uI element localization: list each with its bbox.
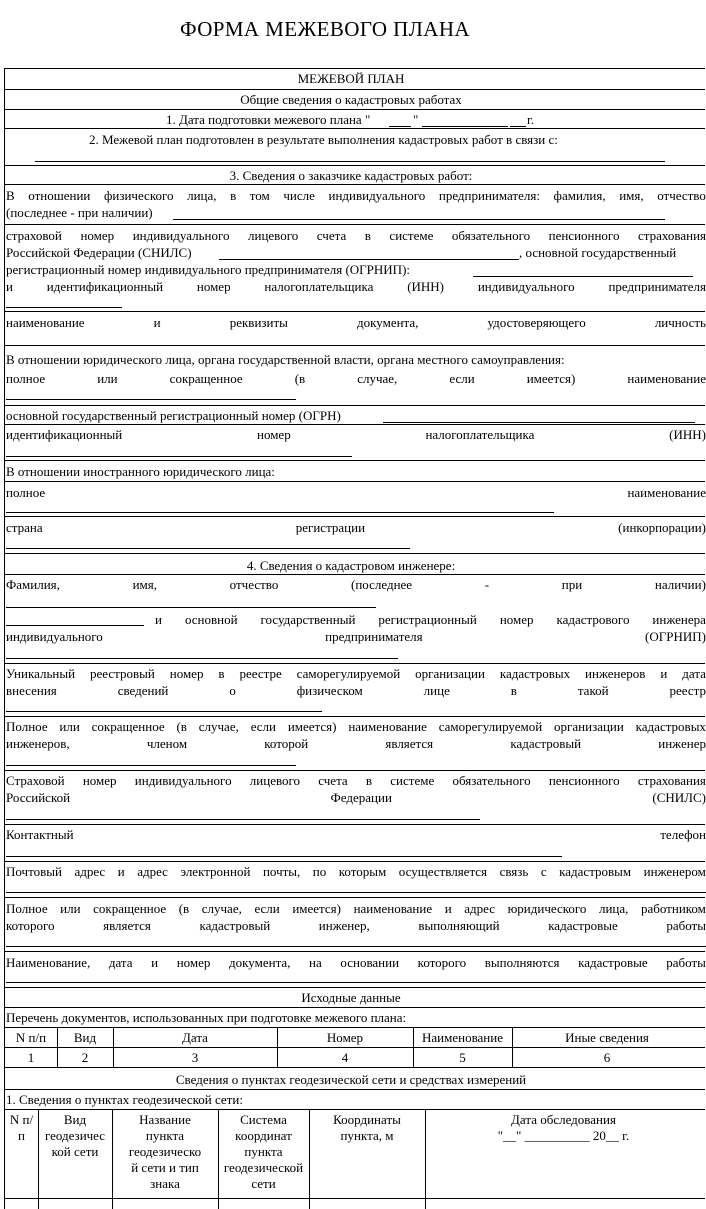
rule	[5, 516, 705, 517]
engineer-name-field-2[interactable]	[6, 625, 144, 626]
docs-col-type-header: Вид	[73, 1030, 97, 1045]
legal-entity-inn-field[interactable]	[6, 456, 352, 457]
label-word: и	[660, 666, 668, 681]
engineer-postal-email-label	[6, 864, 706, 880]
label-word: если	[254, 901, 280, 916]
label-word: (ИНН)	[669, 427, 706, 442]
label-word: инженером	[643, 864, 706, 879]
label-word: отчество	[657, 188, 706, 203]
label-word: лицевого	[248, 228, 299, 243]
label-word: (последнее	[351, 577, 413, 592]
header-line: Название	[139, 1112, 191, 1127]
label-word: кадастровый	[199, 918, 271, 933]
individual-snils-label-2: Российской Федерации (СНИЛС)	[6, 245, 192, 260]
label-word: идентификационный	[46, 279, 164, 294]
header-line: пункта	[145, 1128, 185, 1143]
engineer-section-title: 4. Сведения о кадастровом инженере:	[246, 558, 456, 573]
rule	[5, 128, 705, 129]
rule	[5, 424, 705, 425]
individual-name-label: (последнее - при наличии)	[6, 205, 153, 220]
legal-entity-ogrn-field[interactable]	[383, 422, 695, 423]
label-word: которого	[6, 918, 55, 933]
label-word: выполняющий	[418, 918, 500, 933]
label-word: сведений	[117, 683, 169, 698]
label-word: лице	[423, 683, 450, 698]
header-line: "__" __________ 20__ г.	[497, 1128, 630, 1143]
label-word: кадастровые	[548, 918, 618, 933]
header-line: Дата обследования	[511, 1112, 616, 1127]
rule	[5, 345, 705, 346]
label-word: отчество	[229, 577, 279, 592]
rule	[5, 663, 705, 664]
label-word: и	[153, 315, 161, 330]
engineer-employer-label-2	[6, 918, 706, 934]
label-word: том	[249, 188, 270, 203]
label-word: если	[449, 371, 475, 386]
label-word: которой	[264, 736, 309, 751]
label-word: которым	[338, 864, 387, 879]
label-word: инженер,	[318, 918, 370, 933]
plan-date-day-field[interactable]	[389, 126, 411, 127]
label-word: имеется)	[526, 371, 576, 386]
rule	[5, 184, 705, 185]
label-word: предпринимателя	[608, 279, 706, 294]
label-word: наличии)	[654, 577, 706, 592]
label-word: наименование	[627, 485, 706, 500]
docs-col-index: 1	[27, 1050, 35, 1065]
engineer-sro-label	[6, 719, 706, 735]
label-word: имеется)	[292, 901, 341, 916]
individual-inn-label	[6, 279, 706, 295]
rule	[5, 1007, 705, 1008]
engineer-snils-label	[6, 773, 706, 789]
label-word: кадастровый	[510, 736, 582, 751]
label-word: инженеров,	[6, 736, 70, 751]
label-word: обязательного	[452, 773, 531, 788]
label-word: индивидуального	[6, 629, 103, 644]
label-word: работы	[666, 955, 706, 970]
label-word: основании	[340, 955, 400, 970]
rule	[5, 897, 705, 898]
label-word: которого	[417, 955, 467, 970]
label-word: наименование	[627, 371, 706, 386]
label-word: реестровый	[89, 666, 155, 681]
geodesy-col-survey-date-header	[425, 1112, 702, 1144]
label-word: и	[155, 612, 162, 627]
docs-col-index: 6	[603, 1050, 611, 1065]
docs-col-doc-number-header: Номер	[326, 1030, 364, 1045]
header-line: й сети и тип	[131, 1160, 199, 1175]
label-word: если	[250, 719, 276, 734]
general-info-title: Общие сведения о кадастровых работах	[240, 92, 462, 107]
label-word: такой	[577, 683, 609, 698]
label-word: осуществляется	[398, 864, 488, 879]
label-word: в	[365, 773, 373, 788]
header-line: пункта	[244, 1144, 283, 1159]
label-word: дата	[682, 666, 706, 681]
label-word: Наименование,	[6, 955, 91, 970]
geodesy-col-point-name-header	[112, 1112, 218, 1192]
label-word: -	[484, 577, 490, 592]
header-line: геодезической	[223, 1160, 304, 1175]
label-word: номер	[196, 279, 231, 294]
rule	[5, 165, 705, 166]
engineer-postal-email-field[interactable]	[6, 892, 706, 893]
label-word: в	[364, 228, 371, 243]
label-word: В	[6, 188, 15, 203]
label-word: индивидуального	[328, 188, 426, 203]
label-word: адрес	[464, 901, 495, 916]
engineer-phone-field[interactable]	[6, 856, 562, 857]
engineer-snils-label-2	[6, 790, 706, 806]
label-word: Страховой	[6, 773, 65, 788]
engineer-employer-label	[6, 901, 706, 917]
label-word: по	[312, 864, 327, 879]
header-line: координат	[235, 1128, 292, 1143]
geodesy-points-caption: 1. Сведения о пунктах геодезической сети:	[6, 1092, 243, 1107]
engineer-name-label	[6, 577, 706, 593]
label-word: номер	[256, 427, 291, 442]
label-word: инженер	[658, 736, 706, 751]
label-word: страна	[6, 520, 43, 535]
legal-entity-ogrn-label: основной государственный регистрационный номер (ОГРН)	[6, 408, 341, 423]
label-word: случае,	[357, 371, 398, 386]
label-word: адрес	[74, 864, 106, 879]
label-word: налогоплательщика	[264, 279, 374, 294]
label-word: работником	[640, 901, 706, 916]
label-word: документа,	[357, 315, 419, 330]
engineer-snils-field[interactable]	[6, 819, 480, 820]
header-line: кой сети	[51, 1144, 99, 1159]
label-word: имя,	[132, 577, 157, 592]
header-line: Система	[240, 1112, 287, 1127]
rule	[5, 1089, 705, 1090]
page-title: ФОРМА МЕЖЕВОГО ПЛАНА	[179, 17, 471, 41]
label-word: случае,	[201, 901, 242, 916]
label-word: идентификационный	[6, 427, 123, 442]
label-word: номер	[176, 955, 211, 970]
label-word: налогоплательщика	[425, 427, 535, 442]
rule	[5, 1109, 705, 1110]
header-line: Вид	[63, 1112, 87, 1127]
label-word: номер	[499, 612, 534, 627]
legal-entity-heading: В отношении юридического лица, органа государственной власти, органа местного самоуправления:	[6, 352, 565, 367]
rule	[5, 460, 705, 461]
label-word: лица,	[598, 901, 629, 916]
individual-inn-field[interactable]	[6, 307, 122, 308]
geodesy-col-coordinates-header	[309, 1112, 425, 1144]
label-word: удостоверяющего	[487, 315, 586, 330]
label-word: предпринимателя	[325, 629, 423, 644]
label-word: предпринимателя:	[438, 188, 540, 203]
rule	[5, 951, 705, 952]
docs-col-number-header: N п/п	[15, 1030, 47, 1045]
label-word: пенсионного	[548, 773, 620, 788]
engineer-ogrnip-field[interactable]	[6, 658, 398, 659]
customer-section-title: 3. Сведения о заказчике кадастровых работ:	[229, 168, 473, 183]
label-word: числе	[283, 188, 315, 203]
individual-name-field[interactable]	[173, 219, 665, 220]
label-word: счета	[316, 228, 347, 243]
docs-col-index: 5	[459, 1050, 466, 1065]
label-word: регистрационный	[378, 612, 477, 627]
foreign-entity-heading: В отношении иностранного юридического лица:	[6, 464, 275, 479]
label-word: индивидуального	[134, 773, 232, 788]
label-word: в	[230, 188, 237, 203]
label-word: страховой	[6, 228, 62, 243]
plan-date-suffix: г.	[527, 112, 535, 127]
label-word: инженера	[652, 612, 706, 627]
individual-heading	[6, 188, 706, 204]
label-word: (в	[294, 371, 306, 386]
label-word: (инкорпорации)	[618, 520, 706, 535]
source-documents-caption: Перечень документов, использованных при подготовке межевого плана:	[6, 1010, 407, 1025]
header-line: пункта, м	[340, 1128, 394, 1143]
label-word: реестр	[669, 683, 706, 698]
label-word: и	[6, 279, 13, 294]
label-word: (в	[176, 719, 187, 734]
label-word: имеется)	[287, 719, 337, 734]
label-word: (в	[178, 901, 190, 916]
label-word: Уникальный	[6, 666, 76, 681]
label-word: наименование	[353, 901, 433, 916]
header-line: геодезичес	[44, 1128, 106, 1143]
label-word: и	[151, 955, 159, 970]
label-word: лица,	[187, 188, 217, 203]
rule	[5, 481, 705, 482]
individual-ogrnip-label-2: регистрационный номер индивидуального предпринимателя (ОГРНИП):	[6, 262, 411, 277]
plan-title: МЕЖЕВОЙ ПЛАН	[297, 71, 405, 86]
label-word: является	[385, 736, 434, 751]
rule	[5, 89, 705, 90]
legal-entity-name-label	[6, 371, 706, 387]
label-word: почты,	[262, 864, 301, 879]
label-word: пенсионного	[548, 228, 620, 243]
label-word: реквизиты	[229, 315, 288, 330]
label-word: Контактный	[6, 827, 74, 842]
contract-document-label	[6, 955, 706, 971]
label-word: кадастровых	[635, 719, 706, 734]
label-word: Полное	[6, 719, 48, 734]
engineer-name-field[interactable]	[6, 607, 376, 608]
label-word: с	[540, 864, 547, 879]
source-data-title: Исходные данные	[301, 990, 401, 1005]
engineer-ogrnip-label	[155, 612, 706, 628]
label-word: кадастровым	[559, 864, 632, 879]
label-word: страхования	[637, 773, 706, 788]
engineer-registry-field[interactable]	[6, 711, 322, 712]
docs-col-index: 3	[191, 1050, 199, 1065]
label-word: или	[97, 371, 118, 386]
label-word: телефон	[660, 827, 706, 842]
foreign-entity-name-field[interactable]	[6, 512, 554, 513]
label-word: саморегулируемой	[296, 666, 401, 681]
label-word: номер	[82, 773, 117, 788]
rule	[5, 553, 705, 554]
plan-date-label: 1. Дата подготовки межевого плана "	[166, 112, 371, 127]
rule	[5, 770, 705, 771]
label-word: системе	[390, 773, 435, 788]
label-word: кадастровые	[578, 955, 648, 970]
label-word: фамилия,	[553, 188, 606, 203]
geodesy-col-coordinate-system-header	[218, 1112, 309, 1192]
label-word: организации	[554, 719, 624, 734]
docs-col-name-header: Наименование	[422, 1030, 503, 1045]
plan-date-quote: "	[413, 112, 419, 127]
work-reason-field[interactable]	[35, 161, 665, 162]
label-word: сокращенное	[93, 901, 167, 916]
individual-snils-label	[6, 228, 706, 244]
label-word: организации	[415, 666, 485, 681]
label-word: отношении	[28, 188, 91, 203]
engineer-employer-field[interactable]	[6, 946, 706, 947]
label-word: и	[444, 901, 452, 916]
label-word: страхования	[637, 228, 706, 243]
label-word: внесения	[6, 683, 57, 698]
rule	[5, 1067, 705, 1068]
plan-date-year-field[interactable]	[510, 126, 526, 127]
label-word: (ИНН)	[407, 279, 445, 294]
work-reason-label: 2. Межевой план подготовлен в результате выполнения кадастровых работ в связи с:	[89, 132, 558, 147]
label-word: лицевого	[249, 773, 301, 788]
legal-entity-inn-label	[6, 427, 706, 443]
engineer-registry-label	[6, 666, 706, 682]
label-word: наименование	[348, 719, 427, 734]
label-word: номер	[169, 666, 204, 681]
individual-id-document-label	[6, 315, 706, 331]
rule	[5, 987, 705, 988]
label-word: обязательного	[451, 228, 531, 243]
label-word: индивидуального	[477, 279, 575, 294]
docs-col-other-header: Иные сведения	[565, 1030, 649, 1045]
rule	[5, 861, 705, 862]
rule	[5, 311, 705, 312]
label-word: и	[117, 864, 125, 879]
rule	[5, 109, 705, 110]
label-word: Российской	[6, 790, 71, 805]
engineer-ogrnip-label-2	[6, 629, 706, 645]
label-word: регистрации	[295, 520, 366, 535]
docs-col-date-header: Дата	[182, 1030, 208, 1045]
foreign-entity-country-label	[6, 520, 706, 536]
label-word: связь	[499, 864, 529, 879]
label-word: (СНИЛС)	[652, 790, 706, 805]
individual-snils-field[interactable]	[219, 259, 519, 260]
label-word: полное	[6, 485, 46, 500]
label-word: или	[60, 901, 81, 916]
label-word: саморегулируемой	[438, 719, 543, 734]
label-word: (ОГРНИП)	[645, 629, 706, 644]
label-word: наименование	[6, 315, 85, 330]
label-word: основной	[184, 612, 238, 627]
label-word: системе	[389, 228, 434, 243]
label-word: государственный	[260, 612, 356, 627]
label-word: физическом	[296, 683, 363, 698]
individual-ogrnip-field[interactable]	[473, 276, 693, 277]
label-word: электронной	[180, 864, 251, 879]
geodesy-col-number-header	[5, 1112, 38, 1144]
rule	[5, 1027, 705, 1028]
label-word: полное	[6, 371, 46, 386]
label-word: в	[510, 683, 517, 698]
header-line: Координаты	[333, 1112, 401, 1127]
engineer-registry-label-2	[6, 683, 706, 699]
label-word: счета	[318, 773, 348, 788]
label-word: кадастрового	[556, 612, 630, 627]
label-word: членом	[146, 736, 188, 751]
label-word: реестре	[239, 666, 282, 681]
engineer-phone-label	[6, 827, 706, 843]
engineer-sro-label-2	[6, 736, 706, 752]
header-line: п	[18, 1128, 25, 1143]
rule	[5, 405, 705, 406]
label-word: сокращенное	[91, 719, 165, 734]
individual-ogrnip-label: , основной государственный	[519, 245, 677, 260]
label-word: Полное	[6, 901, 48, 916]
label-word: имя,	[619, 188, 644, 203]
rule	[5, 1198, 705, 1199]
label-word: Федерации	[330, 790, 392, 805]
boundary-plan-form	[4, 68, 705, 1209]
label-word: в	[218, 666, 225, 681]
label-word: юридического	[507, 901, 587, 916]
geodesy-col-network-type-header	[38, 1112, 112, 1160]
docs-col-index: 4	[341, 1050, 349, 1065]
label-word: документа,	[229, 955, 291, 970]
header-line: N п/	[9, 1112, 34, 1127]
contract-document-field[interactable]	[6, 982, 706, 983]
label-word: случае,	[198, 719, 239, 734]
rule	[5, 824, 705, 825]
label-word: номер	[80, 228, 115, 243]
foreign-entity-country-field[interactable]	[6, 548, 410, 549]
label-word: дата	[108, 955, 133, 970]
label-word: при	[561, 577, 583, 592]
header-line: знака	[150, 1176, 180, 1191]
rule	[5, 1047, 705, 1048]
label-word: кадастровых	[499, 666, 571, 681]
rule	[5, 574, 705, 575]
header-line: геодезическо	[128, 1144, 202, 1159]
label-word: индивидуального	[132, 228, 230, 243]
foreign-entity-name-label	[6, 485, 706, 501]
geodesy-section-title: Сведения о пунктах геодезической сети и средствах измерений	[175, 1072, 527, 1087]
label-word: сокращенное	[169, 371, 243, 386]
rule	[5, 224, 705, 225]
label-word: инженеров	[585, 666, 646, 681]
engineer-sro-field[interactable]	[6, 765, 296, 766]
label-word: личность	[654, 315, 706, 330]
legal-entity-name-field[interactable]	[6, 399, 296, 400]
label-word: работы	[666, 918, 706, 933]
label-word: выполняются	[484, 955, 560, 970]
docs-col-index: 2	[81, 1050, 89, 1065]
label-word: на	[309, 955, 322, 970]
rule	[5, 716, 705, 717]
header-line: сети	[251, 1176, 276, 1191]
label-word: физического	[103, 188, 174, 203]
label-word: является	[103, 918, 151, 933]
label-word: или	[59, 719, 80, 734]
label-word: Фамилия,	[6, 577, 60, 592]
label-word: Почтовый	[6, 864, 62, 879]
label-word: о	[229, 683, 236, 698]
label-word: адрес	[137, 864, 168, 879]
plan-date-month-field[interactable]	[422, 126, 508, 127]
